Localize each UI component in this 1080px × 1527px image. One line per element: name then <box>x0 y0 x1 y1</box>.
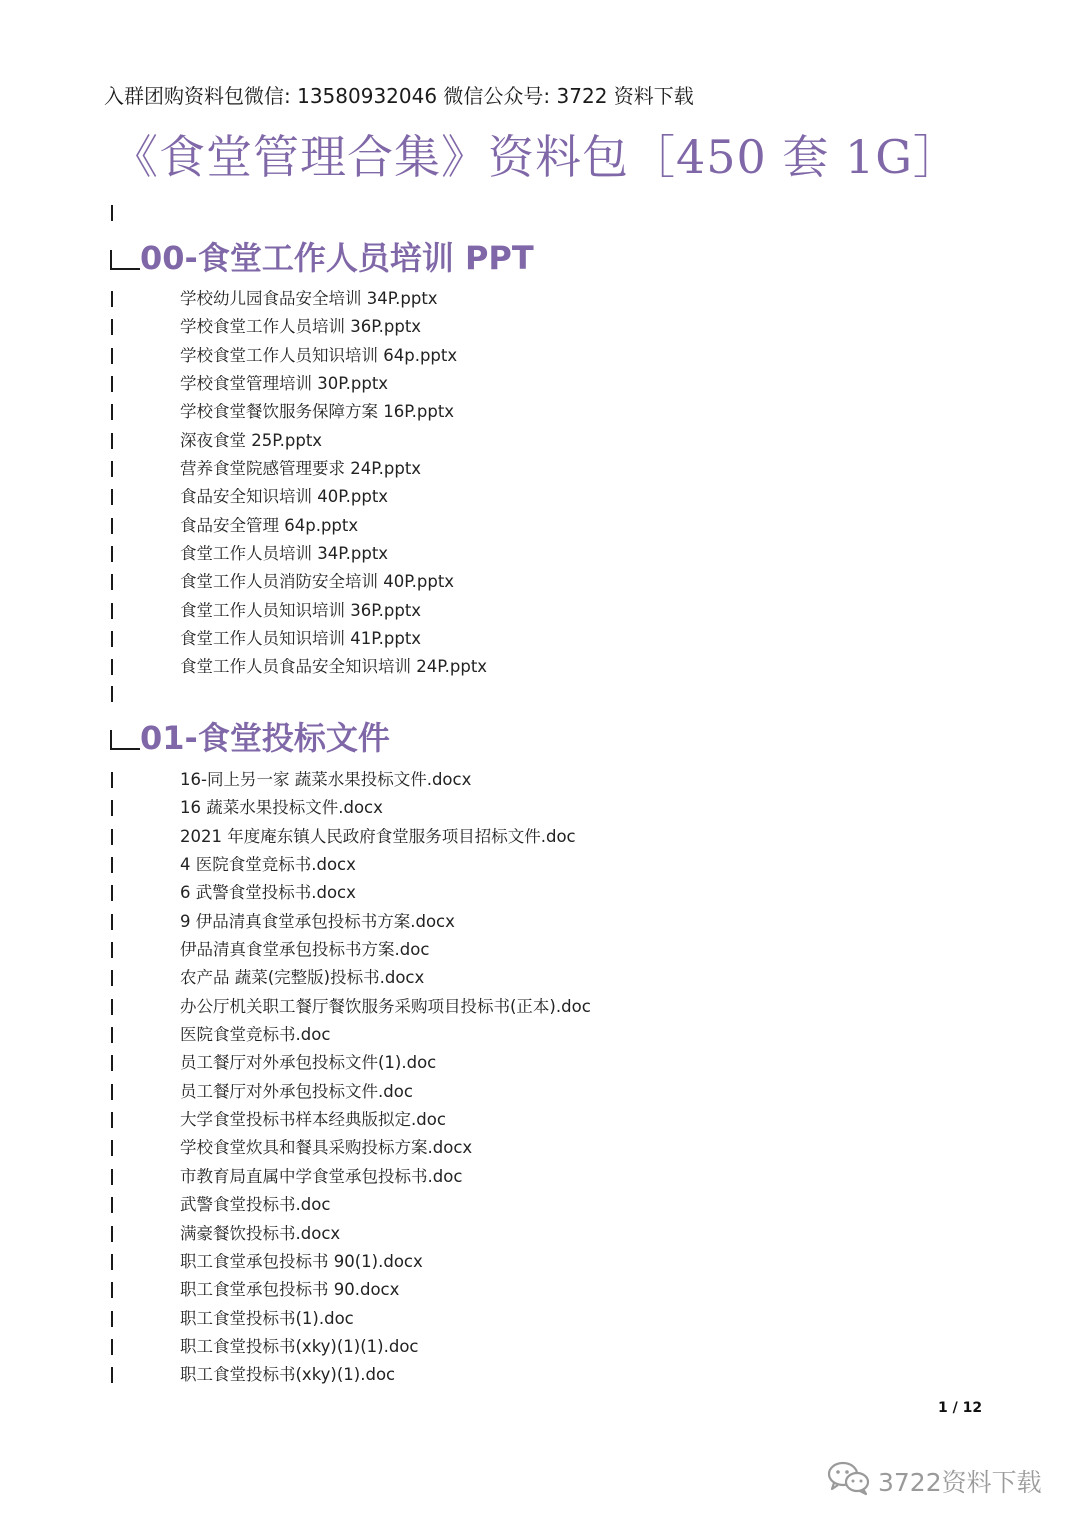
tree-connector <box>111 857 113 873</box>
tree-connector <box>111 1367 113 1383</box>
tree-connector <box>111 348 113 364</box>
tree-connector <box>111 829 113 845</box>
file-name: 学校食堂餐饮服务保障方案 16P.pptx <box>180 402 455 422</box>
file-name: 伊品清真食堂承包投标书方案.doc <box>180 940 430 960</box>
file-name: 9 伊品清真食堂承包投标书方案.docx <box>180 911 455 931</box>
file-name: 学校食堂管理培训 30P.pptx <box>180 374 389 394</box>
file-name: 6 武警食堂投标书.docx <box>180 883 356 903</box>
tree-connector <box>111 800 113 816</box>
file-name: 医院食堂竞标书.doc <box>180 1025 331 1045</box>
tree-connector <box>111 970 113 986</box>
tree-connector <box>111 1027 113 1043</box>
section-title: 00-食堂工作人员培训 PPT <box>140 239 534 277</box>
file-name: 学校食堂工作人员培训 36P.pptx <box>180 317 422 337</box>
tree-connector <box>111 1282 113 1298</box>
tree-connector <box>111 914 113 930</box>
tree-connector <box>111 1197 113 1213</box>
file-name: 职工食堂投标书(xky)(1).doc <box>180 1365 396 1385</box>
tree-connector <box>111 376 113 392</box>
file-name: 食堂工作人员消防安全培训 40P.pptx <box>180 572 455 592</box>
tree-connector <box>111 461 113 477</box>
tree-connector <box>111 1169 113 1185</box>
tree-connector <box>111 489 113 505</box>
file-name: 食堂工作人员培训 34P.pptx <box>180 544 389 564</box>
page-number: 1 / 12 <box>938 1400 983 1416</box>
tree-branch <box>110 730 140 750</box>
file-name: 职工食堂承包投标书 90(1).docx <box>180 1251 423 1271</box>
tree-connector <box>111 1226 113 1242</box>
file-name: 办公厅机关职工餐厅餐饮服务采购项目投标书(正本).doc <box>180 996 591 1016</box>
tree-connector <box>111 205 113 221</box>
tree-connector <box>111 1140 113 1156</box>
tree-connector <box>111 999 113 1015</box>
section-title: 01-食堂投标文件 <box>140 719 390 757</box>
file-name: 16-同上另一家 蔬菜水果投标文件.docx <box>180 770 472 789</box>
section-heading-ppt <box>110 236 534 280</box>
file-name: 食品安全知识培训 40P.pptx <box>180 487 389 507</box>
file-name: 职工食堂投标书(xky)(1)(1).doc <box>180 1336 419 1356</box>
file-name: 员工餐厅对外承包投标文件(1).doc <box>180 1053 437 1073</box>
file-name: 食堂工作人员知识培训 36P.pptx <box>180 600 422 620</box>
file-name: 深夜食堂 25P.pptx <box>180 430 323 450</box>
file-name: 农产品 蔬菜(完整版)投标书.docx <box>180 968 425 988</box>
file-name: 营养食堂院感管理要求 24P.pptx <box>180 459 422 479</box>
file-name: 食堂工作人员食品安全知识培训 24P.pptx <box>180 657 488 677</box>
file-name: 武警食堂投标书.doc <box>180 1195 331 1215</box>
tree-connector <box>111 518 113 534</box>
tree-connector <box>111 631 113 647</box>
file-name: 大学食堂投标书样本经典版拟定.doc <box>180 1110 446 1130</box>
tree-connector <box>111 574 113 590</box>
file-name: 4 医院食堂竞标书.docx <box>180 855 356 875</box>
tree-connector <box>111 546 113 562</box>
tree-connector <box>111 291 113 307</box>
file-name: 食品安全管理 64p.pptx <box>180 515 359 535</box>
file-name: 16 蔬菜水果投标文件.docx <box>180 798 383 818</box>
tree-connector <box>111 603 113 619</box>
tree-connector <box>111 1055 113 1071</box>
tree-branch <box>110 250 140 270</box>
file-name: 学校幼儿园食品安全培训 34P.pptx <box>180 289 438 308</box>
tree-connector <box>111 686 113 702</box>
document-title: 《食堂管理合集》资料包［450 套 1G］ <box>112 130 961 184</box>
tree-connector <box>111 1112 113 1128</box>
wechat-icon <box>826 1460 878 1502</box>
tree-connector <box>111 659 113 675</box>
tree-connector <box>111 1084 113 1100</box>
tree-connector <box>111 1311 113 1327</box>
file-name: 学校食堂炊具和餐具采购投标方案.docx <box>180 1138 473 1158</box>
file-name: 食堂工作人员知识培训 41P.pptx <box>180 629 422 649</box>
file-name: 职工食堂投标书(1).doc <box>180 1308 354 1328</box>
tree-connector <box>111 404 113 420</box>
section-heading-bids <box>110 716 390 760</box>
file-name: 员工餐厅对外承包投标文件.doc <box>180 1081 413 1101</box>
tree-connector <box>111 433 113 449</box>
tree-connector <box>111 772 113 788</box>
file-name: 学校食堂工作人员知识培训 64p.pptx <box>180 345 458 365</box>
tree-connector <box>111 319 113 335</box>
tree-connector <box>111 885 113 901</box>
file-name: 市教育局直属中学食堂承包投标书.doc <box>180 1166 463 1186</box>
watermark-text: 3722资料下载 <box>878 1468 1042 1497</box>
tree-connector <box>111 942 113 958</box>
file-name: 2021 年度庵东镇人民政府食堂服务项目招标文件.doc <box>180 826 576 846</box>
file-name: 满豪餐饮投标书.docx <box>180 1223 341 1243</box>
file-name: 职工食堂承包投标书 90.docx <box>180 1280 400 1300</box>
contact-line: 入群团购资料包微信: 13580932046 微信公众号: 3722 资料下载 <box>104 84 694 108</box>
tree-connector <box>111 1339 113 1355</box>
watermark <box>826 1460 1042 1502</box>
tree-connector <box>111 1254 113 1270</box>
